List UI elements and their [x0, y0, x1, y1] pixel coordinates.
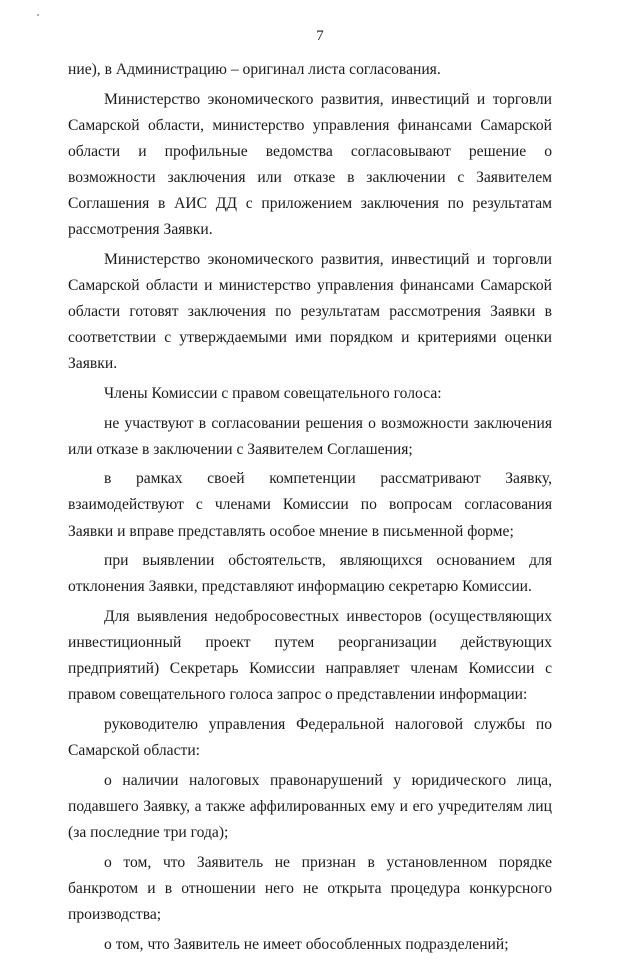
paragraph: о том, что Заявитель не имеет обособленных подразделений;	[104, 935, 509, 953]
paragraph: Министерство экономического развития, инвестиций и торговли Самарской области и министерство управления финансами Самарской области готовят заключения по результатам рассмотрения Заявки в соответствии с утверждаемыми ими порядком и критериями оценки Заявки.	[68, 250, 552, 373]
paragraph: Министерство экономического развития, инвестиций и торговли Самарской области, министерство управления финансами Самарской области и профильные ведомства согласовывают решение о возможности заключения или отказе в заключении с Заявителем Соглашения в АИС ДД с приложением заключения по результатам рассмотрения Заявки.	[68, 90, 552, 239]
paragraph: Для выявления недобросовестных инвесторов (осуществляющих инвестиционный проект путем реорганизации действующих предприятий) Секретарь Комиссии направляет членам Комиссии с правом совещательного голоса запрос о представлении информации:	[68, 608, 552, 704]
paragraph: о том, что Заявитель не признан в установленном порядке банкротом и в отношении него не открыта процедура конкурсного производства;	[68, 853, 552, 923]
paragraph: руководителю управления Федеральной налоговой службы по Самарской области:	[68, 716, 552, 760]
page-number: 7	[316, 28, 324, 44]
paragraph: при выявлении обстоятельств, являющихся основанием для отклонения Заявки, представляют информацию секретарю Комиссии.	[68, 552, 552, 596]
paragraph: о наличии налоговых правонарушений у юридического лица, подавшего Заявку, а также аффилированных ему и его учредителям лиц (за последние три года);	[68, 771, 552, 841]
paragraph: Члены Комиссии с правом совещательного голоса:	[104, 384, 442, 402]
paragraph: не участвуют в согласовании решения о возможности заключения или отказе в заключении с Заявителем Соглашения;	[68, 414, 552, 458]
paragraph-continuation: ние), в Администрацию – оригинал листа согласования.	[68, 61, 441, 78]
scan-speck	[37, 14, 39, 16]
paragraph: в рамках своей компетенции рассматривают Заявку, взаимодействуют с членами Комиссии по вопросам согласования Заявки и вправе представлять особое мнение в письменной форме;	[68, 470, 552, 540]
document-body	[68, 57, 552, 961]
